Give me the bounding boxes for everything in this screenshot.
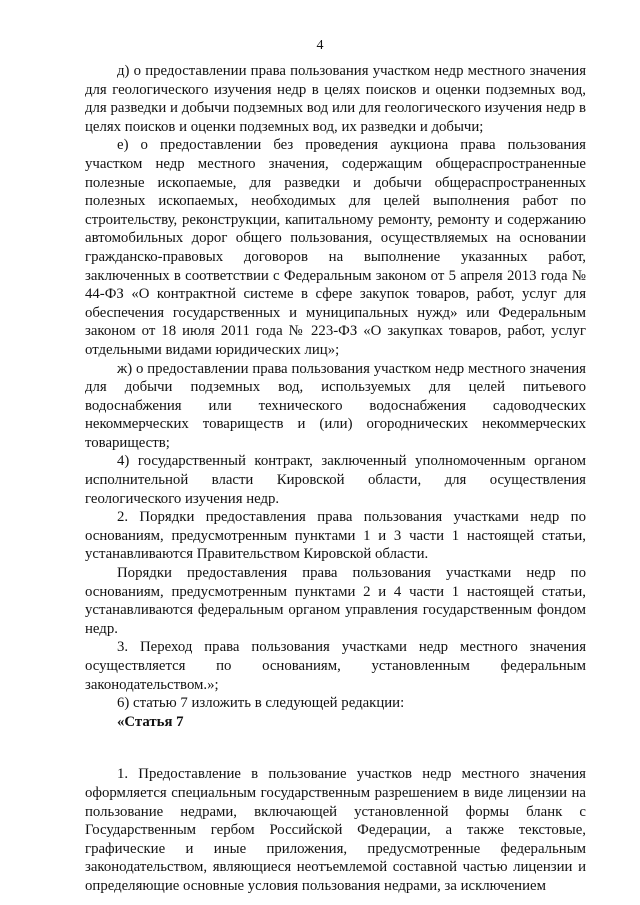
paragraph-zh: ж) о предоставлении права пользования участком недр местного значения для добычи подземных вод, используемых для целей питьевого водоснабжения или технического водоснабжения садоводческих некоммерческих товариществ и (или) огороднических некоммерческих товариществ; <box>85 360 586 451</box>
paragraph-part-3: 3. Переход права пользования участками недр местного значения осуществляется по основаниям, установленным федеральным законодательством.»; <box>85 639 586 693</box>
paragraph-part-2-continued: Порядки предоставления права пользования участками недр по основаниям, предусмотренным пунктами 2 и 4 части 1 настоящей статьи, устанавливаются федеральным органом управления государственным фондом недр. <box>85 565 586 637</box>
page-number: 4 <box>316 38 324 53</box>
paragraph-e: е) о предоставлении без проведения аукциона права пользования участком недр местного значения, содержащим общераспространенные полезные ископаемые, для разведки и добычи общераспространенных полезных ископаемых, необходимых для целей выполнения работ по строительству, реконструкции, капитальному ремонту, ремонту и содержанию автомобильных дорог общего пользования, осуществляемых на основании гражданско-правовых договоров на выполнение указанных работ, заключенных в соответствии с Федеральным законом от 5 апреля 2013 года № 44-ФЗ «О контрактной системе в сфере закупок товаров, работ, услуг для обеспечения государственных и муниципальных нужд» или Федеральным законом от 18 июля 2011 года № 223-ФЗ «О закупках товаров, работ, услуг отдельными видами юридических лиц»; <box>85 137 586 358</box>
paragraph-d: д) о предоставлении права пользования участком недр местного значения для геологического изучения недр в целях поисков и оценки подземных вод, для разведки и добычи подземных вод или для геологического изучения недр в целях поисков и оценки подземных вод, их разведки и добычи; <box>85 63 586 135</box>
paragraph-item-4: 4) государственный контракт, заключенный уполномоченным органом исполнительной власти Кировской области, для осуществления геологического изучения недр. <box>85 453 586 507</box>
paragraph-part-2: 2. Порядки предоставления права пользования участками недр по основаниям, предусмотренным пунктами 1 и 3 части 1 настоящей статьи, устанавливаются Правительством Кировской области. <box>85 509 586 563</box>
document-body <box>85 62 586 896</box>
paragraph-item-6: 6) статью 7 изложить в следующей редакции: <box>117 695 405 712</box>
article-7-heading: «Статья 7 <box>117 713 184 730</box>
article-7-paragraph-1: 1. Предоставление в пользование участков недр местного значения оформляется специальным государственным разрешением в виде лицензии на пользование недрами, включающей установленной формы бланк с Государственным гербом Российской Федерации, а также текстовые, графические и иные приложения, предусмотренные федеральным законодательством, являющиеся неотъемлемой составной частью лицензии и определяющие основные условия пользования недрами, за исключением <box>85 766 586 894</box>
